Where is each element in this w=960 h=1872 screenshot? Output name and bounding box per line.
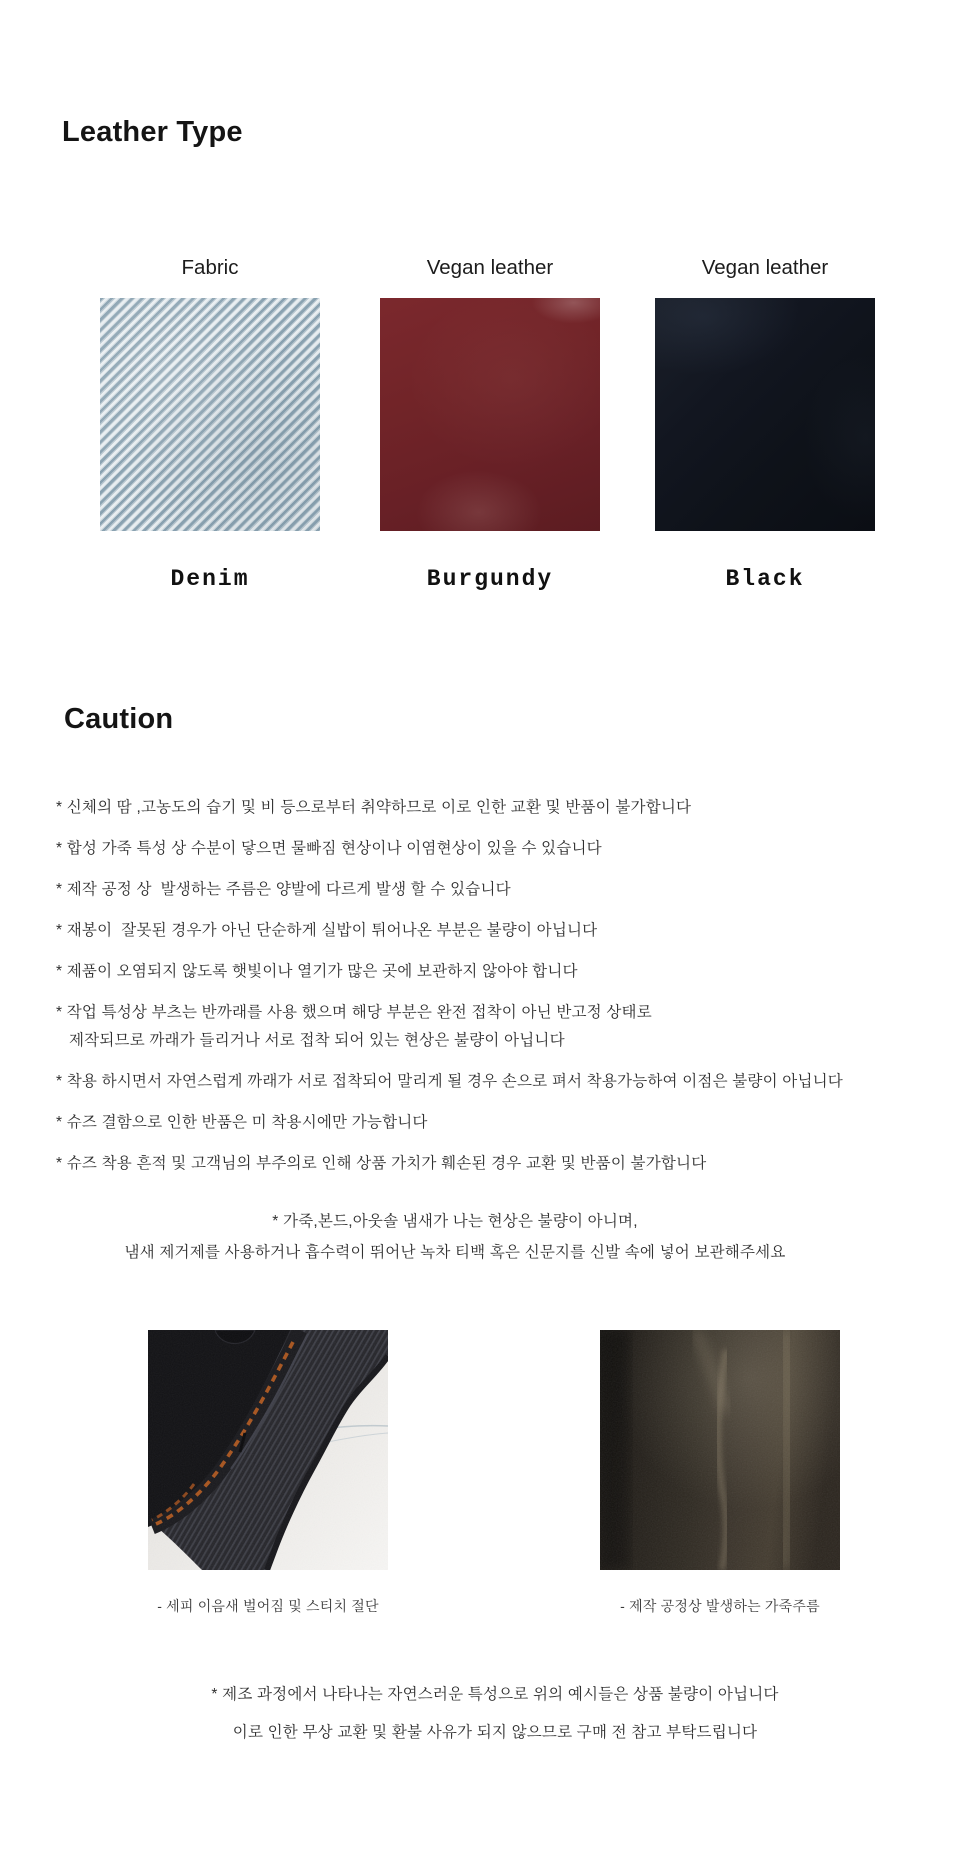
material-label: Fabric	[181, 256, 239, 279]
caution-item	[56, 1004, 936, 1049]
material-label: Vegan leather	[701, 256, 829, 279]
smell-note-line1: * 가죽,본드,아웃솔 냄새가 나는 현상은 불량이 아니며,	[272, 1213, 638, 1230]
footer-note-line1: * 제조 과정에서 나타나는 자연스러운 특성으로 위의 예시들은 상품 불량이 아닙니다	[211, 1686, 779, 1703]
denim-swatch-image	[100, 298, 320, 531]
caution-item-text: * 합성 가죽 특성 상 수분이 닿으면 물빠짐 현상이나 이염현상이 있을 수 있습니다	[56, 840, 602, 857]
caution-item	[56, 922, 936, 939]
caution-item-text: * 슈즈 결함으로 인한 반품은 미 착용시에만 가능합니다	[56, 1114, 428, 1131]
caution-item-text: * 슈즈 착용 흔적 및 고객님의 부주의로 인해 상품 가치가 훼손된 경우 교환 및 반품이 불가합니다	[56, 1155, 707, 1172]
example-photo-stitch-cut	[148, 1330, 388, 1570]
leather-wrinkle-photo-illustration	[600, 1330, 840, 1570]
photo-caption-stitch: - 세피 이음새 벌어짐 및 스티치 절단	[157, 1598, 379, 1614]
burgundy-swatch-image	[380, 298, 600, 531]
caution-list	[56, 799, 936, 1196]
swatch-column-black	[655, 256, 875, 592]
smell-note-line2: 냄새 제거제를 사용하거나 흡수력이 뛰어난 녹차 티백 혹은 신문지를 신발 속에 넣어 보관해주세요	[124, 1244, 786, 1261]
caution-item	[56, 1155, 936, 1172]
leather-type-title: Leather Type	[62, 116, 243, 148]
caution-item-text: * 제작 공정 상 발생하는 주름은 양발에 다르게 발생 할 수 있습니다	[56, 881, 511, 898]
caution-item-text: * 착용 하시면서 자연스럽게 까래가 서로 접착되어 말리게 될 경우 손으로 펴서 착용가능하여 이점은 불량이 아닙니다	[56, 1073, 843, 1090]
caution-item-text: 제작되므로 까래가 들리거나 서로 접착 되어 있는 현상은 불량이 아닙니다	[69, 1032, 565, 1049]
caution-item-text: * 제품이 오염되지 않도록 햇빛이나 열기가 많은 곳에 보관하지 않아야 합니다	[56, 963, 578, 980]
color-name: Denim	[170, 566, 250, 592]
caution-item	[56, 840, 936, 857]
footer-note	[95, 1676, 895, 1752]
shoe-sole-photo-illustration	[148, 1330, 388, 1570]
caution-item	[56, 799, 936, 816]
caution-item-text: * 재봉이 잘못된 경우가 아닌 단순하게 실밥이 튀어나온 부분은 불량이 아닙니다	[56, 922, 598, 939]
caution-item-text: * 신체의 땀 ,고농도의 습기 및 비 등으로부터 취약하므로 이로 인한 교환 및 반품이 불가합니다	[56, 799, 692, 816]
footer-note-line2: 이로 인한 무상 교환 및 환불 사유가 되지 않으므로 구매 전 참고 부탁드립니다	[232, 1724, 758, 1741]
caution-item	[56, 1114, 936, 1131]
caution-item	[56, 1073, 936, 1090]
swatch-column-burgundy	[380, 256, 600, 592]
example-photo-wrinkles	[600, 1330, 840, 1570]
material-label: Vegan leather	[426, 256, 554, 279]
photo-caption-wrinkle: - 제작 공정상 발생하는 가죽주름	[620, 1598, 820, 1614]
caution-item-text: * 작업 특성상 부츠는 반까래를 사용 했으며 해당 부분은 완전 접착이 아닌 반고정 상태로	[56, 1004, 652, 1021]
black-swatch-image	[655, 298, 875, 531]
color-name: Burgundy	[426, 566, 554, 592]
smell-note	[20, 1206, 890, 1268]
caution-item	[56, 881, 936, 898]
caution-title: Caution	[64, 703, 174, 735]
caution-item	[56, 963, 936, 980]
swatch-column-denim	[100, 256, 320, 592]
color-name: Black	[725, 566, 805, 592]
